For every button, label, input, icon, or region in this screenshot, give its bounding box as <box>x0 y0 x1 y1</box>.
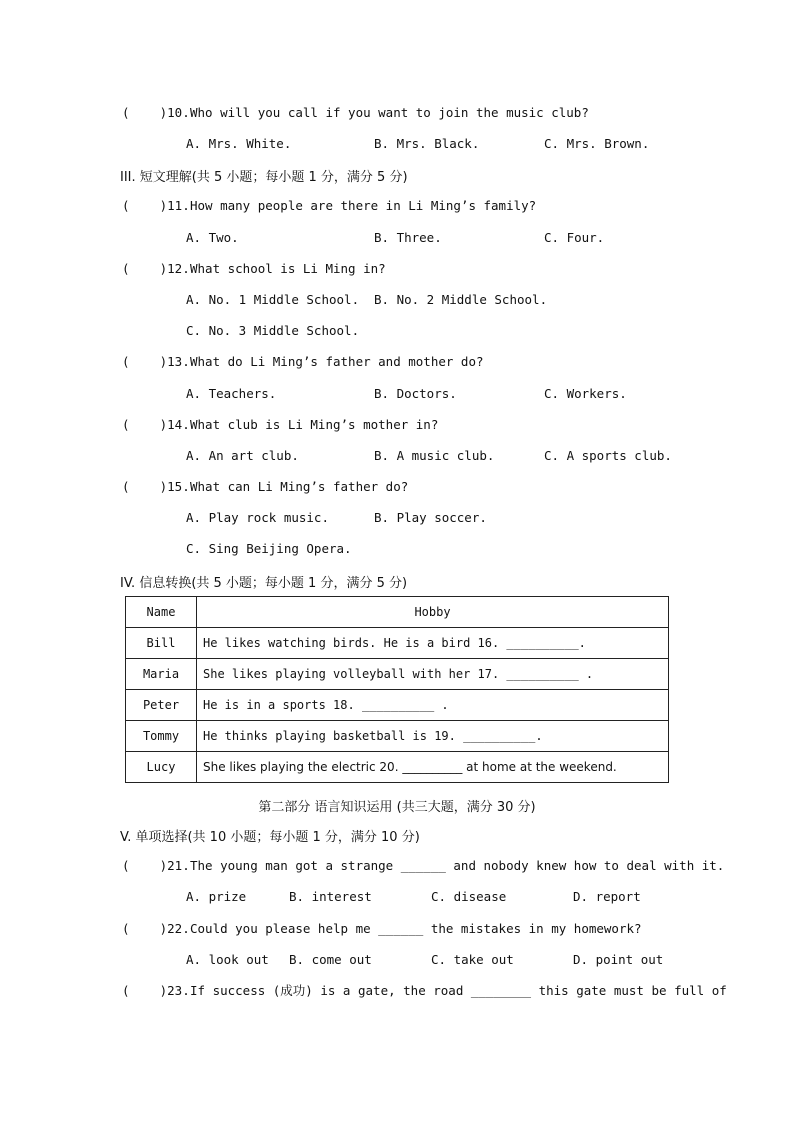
q21-option-b: B. interest <box>289 889 372 904</box>
q15-option-b: B. Play soccer. <box>374 510 487 525</box>
hobby-table <box>125 596 669 783</box>
table-header-row <box>126 597 669 628</box>
question-13-text: What do Li Ming’s father and mother do? <box>190 354 484 369</box>
q21-option-c: C. disease <box>431 889 507 904</box>
question-21-text: The young man got a strange ______ and nobody knew how to deal with it. <box>190 858 725 873</box>
q14-option-b: B. A music club. <box>374 448 495 463</box>
q10-option-b: B. Mrs. Black. <box>374 136 480 151</box>
q15-option-a: A. Play rock music. <box>186 510 329 525</box>
section-4-heading: IV. 信息转换(共 5 小题；每小题 1 分，满分 5 分) <box>120 576 408 591</box>
q21-option-a: A. prize <box>186 889 247 904</box>
q11-option-a: A. Two. <box>186 230 239 245</box>
question-10-text: Who will you call if you want to join the music club? <box>190 105 589 120</box>
q22-option-d: D. point out <box>573 952 664 967</box>
question-21-bracket: ( )21. <box>122 858 190 873</box>
question-15-bracket: ( )15. <box>122 479 190 494</box>
part-2-title: 第二部分 语言知识运用 (共三大题，满分 30 分) <box>258 800 536 815</box>
q10-option-c: C. Mrs. Brown. <box>544 136 650 151</box>
q11-option-c: C. Four. <box>544 230 605 245</box>
q22-option-a: A. look out <box>186 952 269 967</box>
question-14-text: What club is Li Ming’s mother in? <box>190 417 439 432</box>
table-row <box>126 659 669 690</box>
cell-name: Tommy <box>126 721 197 752</box>
q12-option-b: B. No. 2 Middle School. <box>374 292 548 307</box>
q12-option-a: A. No. 1 Middle School. <box>186 292 360 307</box>
q13-option-c: C. Workers. <box>544 386 627 401</box>
cell-name: Maria <box>126 659 197 690</box>
q12-option-c: C. No. 3 Middle School. <box>186 323 360 338</box>
question-14-bracket: ( )14. <box>122 417 190 432</box>
cell-hobby: She likes playing the electric 20. __________ at home at the weekend. <box>197 752 669 783</box>
q14-option-c: C. A sports club. <box>544 448 672 463</box>
q10-option-a: A. Mrs. White. <box>186 136 292 151</box>
question-13-bracket: ( )13. <box>122 354 190 369</box>
question-12-bracket: ( )12. <box>122 261 190 276</box>
cell-name: Peter <box>126 690 197 721</box>
cell-hobby: He likes watching birds. He is a bird 16. __________. <box>197 628 669 659</box>
q22-option-c: C. take out <box>431 952 514 967</box>
cell-hobby: He thinks playing basketball is 19. __________. <box>197 721 669 752</box>
q14-option-a: A. An art club. <box>186 448 299 463</box>
section-3-heading: III. 短文理解(共 5 小题；每小题 1 分，满分 5 分) <box>120 170 408 185</box>
question-15-text: What can Li Ming’s father do? <box>190 479 409 494</box>
cell-name: Lucy <box>126 752 197 783</box>
table-row <box>126 721 669 752</box>
cell-name: Bill <box>126 628 197 659</box>
question-22-text: Could you please help me ______ the mistakes in my homework? <box>190 921 642 936</box>
q11-option-b: B. Three. <box>374 230 442 245</box>
section-5-heading: V. 单项选择(共 10 小题；每小题 1 分，满分 10 分) <box>120 830 420 845</box>
question-11-text: How many people are there in Li Ming’s family? <box>190 198 537 213</box>
question-23-bracket: ( )23. <box>122 983 190 998</box>
table-row <box>126 690 669 721</box>
q22-option-b: B. come out <box>289 952 372 967</box>
header-name: Name <box>126 597 197 628</box>
question-12-text: What school is Li Ming in? <box>190 261 386 276</box>
question-23-text: If success (成功) is a gate, the road ________ this gate must be full of <box>190 983 727 998</box>
q15-option-c: C. Sing Beijing Opera. <box>186 541 352 556</box>
question-22-bracket: ( )22. <box>122 921 190 936</box>
q13-option-a: A. Teachers. <box>186 386 277 401</box>
table-row <box>126 628 669 659</box>
table-row <box>126 752 669 783</box>
question-11-bracket: ( )11. <box>122 198 190 213</box>
header-hobby: Hobby <box>197 597 669 628</box>
cell-hobby: He is in a sports 18. __________ . <box>197 690 669 721</box>
q21-option-d: D. report <box>573 889 641 904</box>
question-10-bracket: ( )10. <box>122 105 190 120</box>
cell-hobby: She likes playing volleyball with her 17. __________ . <box>197 659 669 690</box>
q13-option-b: B. Doctors. <box>374 386 457 401</box>
